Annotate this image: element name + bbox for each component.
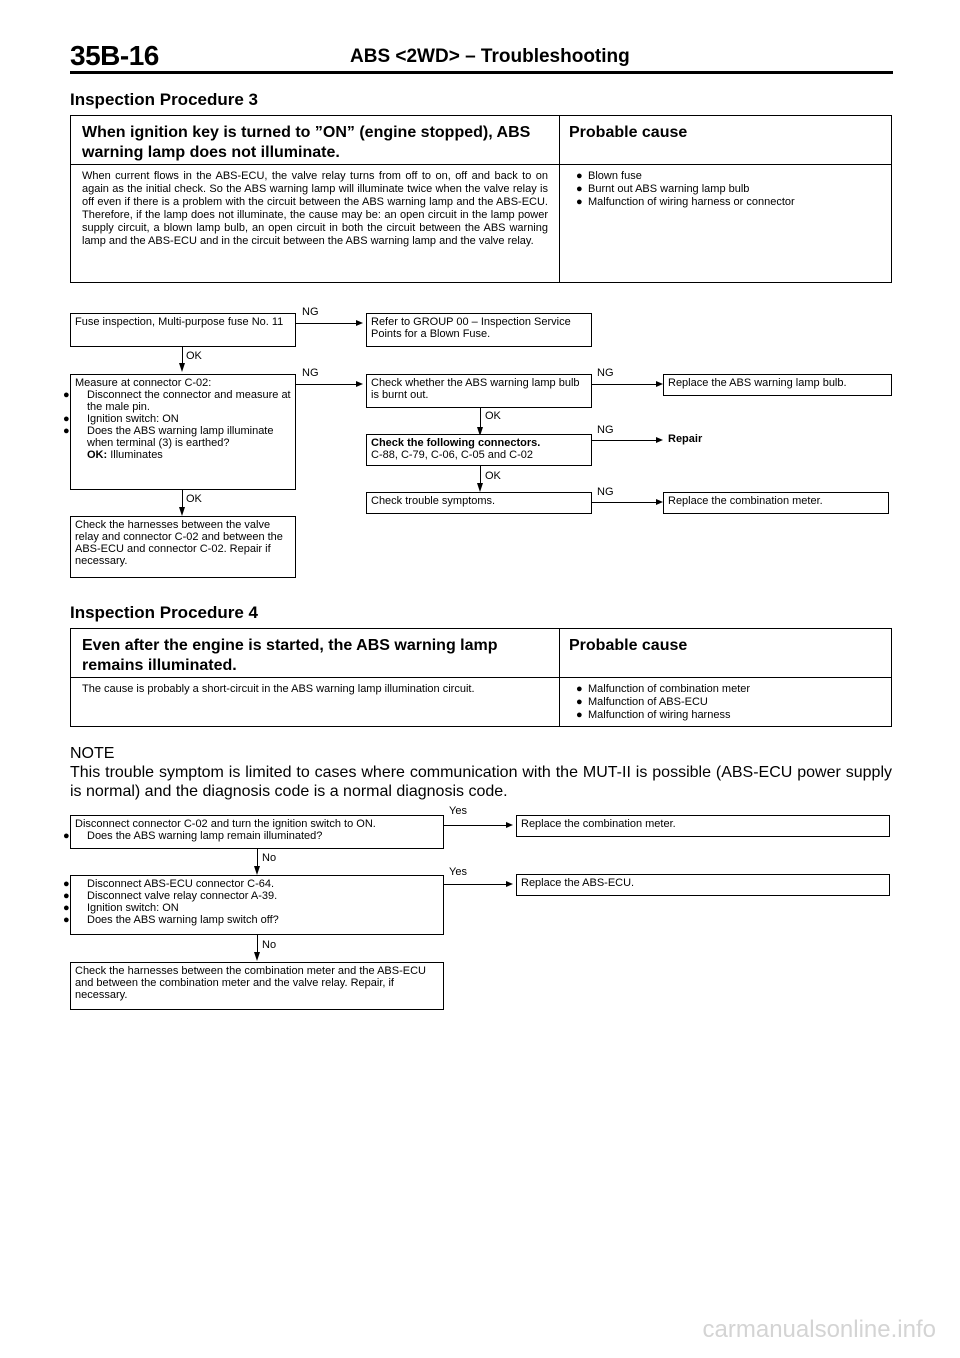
step2-item-text: Disconnect valve relay connector A-39. — [87, 890, 278, 902]
connector-line — [296, 323, 356, 324]
arrow-down-icon — [179, 507, 185, 516]
check-bulb-box — [366, 374, 592, 408]
cause-text: Malfunction of combination meter — [588, 683, 751, 695]
proc3-causes — [576, 170, 876, 209]
page-title: ABS <2WD> – Troubleshooting — [350, 46, 630, 67]
result2-box — [516, 874, 890, 896]
proc4-causes — [576, 683, 876, 722]
connector-line — [592, 502, 656, 503]
result2-text: Replace the ABS-ECU. — [521, 877, 635, 889]
result1-text: Replace the combination meter. — [521, 818, 676, 830]
fuse-inspection-box — [70, 313, 296, 347]
cause-item: ● Malfunction of wiring harness — [576, 709, 731, 721]
arrow-down-icon — [179, 363, 185, 372]
cause-text: Blown fuse — [588, 170, 642, 182]
connector-line — [444, 884, 506, 885]
yes-label: Yes — [449, 805, 467, 817]
measure-item: ● Disconnect the connector and measure at the male pin. — [63, 389, 291, 413]
check-connectors-box — [366, 434, 592, 466]
cause-text: Burnt out ABS warning lamp bulb — [588, 183, 750, 195]
step2-item-text: Disconnect ABS-ECU connector C-64. — [87, 878, 275, 890]
step2-item: ● Ignition switch: ON — [63, 902, 179, 914]
cause-item: ● Blown fuse — [576, 170, 642, 182]
cause-text: Malfunction of wiring harness — [588, 709, 731, 721]
ng-label: NG — [302, 306, 319, 318]
step2-item: ● Disconnect valve relay connector A-39. — [63, 890, 278, 902]
ok-criteria-label: OK: — [87, 449, 108, 461]
connector-line — [296, 384, 356, 385]
ng-label: NG — [597, 367, 614, 379]
ng-label: NG — [597, 424, 614, 436]
connector-line — [444, 825, 506, 826]
no-label: No — [262, 852, 277, 864]
cause-item: ● Malfunction of ABS-ECU — [576, 696, 708, 708]
arrow-right-icon — [356, 381, 363, 387]
connector-line — [480, 408, 481, 428]
refer-box — [366, 313, 592, 347]
ok-criteria-value: Illuminates — [110, 449, 163, 461]
page-number: 35B-16 — [70, 40, 159, 71]
ng-label: NG — [597, 486, 614, 498]
refer-text: Refer to GROUP 00 – Inspection Service Points for a Blown Fuse. — [371, 316, 571, 340]
check-connectors-title: Check the following connectors. — [371, 437, 541, 449]
proc4-table — [70, 628, 892, 727]
measure-item-text: Ignition switch: ON — [87, 413, 179, 425]
proc4-table-divider — [559, 629, 560, 726]
replace-meter-box — [663, 492, 889, 514]
measure-title: Measure at connector C-02: — [75, 377, 212, 389]
connector-line — [592, 440, 656, 441]
no-label: No — [262, 939, 277, 951]
proc3-description: When current flows in the ABS-ECU, the valve relay turns from off to on, off and back to on again as the initial check. So the ABS warning lamp will illuminate twice when the valve relay is off even if there is a problem with the circuit between the ABS warning lamp and the ABS-ECU. Therefore, if the lamp does not illuminate, the cause may be: an open circuit in the lamp power supply circuit, a blown lamp bulb, an open circuit in both the circuit between the ABS warning lamp and the ABS-ECU and in the circuit between the ABS warning lamp and the valve relay. — [82, 170, 548, 247]
measure-item-text: Disconnect the connector and measure at the male pin. — [87, 389, 291, 413]
watermark: carmanualsonline.info — [702, 1316, 936, 1343]
measure-item-text: Does the ABS warning lamp illuminate when terminal (3) is earthed? — [87, 425, 274, 449]
proc3-cause-header: Probable cause — [569, 124, 688, 141]
step2-box — [63, 875, 444, 935]
proc4-title: Inspection Procedure 4 — [70, 603, 258, 622]
step2-item: ● Does the ABS warning lamp switch off? — [63, 914, 279, 926]
measure-box — [63, 374, 296, 490]
ok-criteria — [75, 449, 291, 461]
note-title: NOTE — [70, 745, 115, 762]
replace-bulb-text: Replace the ABS warning lamp bulb. — [668, 377, 847, 389]
result1-box — [516, 815, 890, 837]
check-connectors-list: C-88, C-79, C-06, C-05 and C-02 — [371, 449, 534, 461]
cause-text: Malfunction of ABS-ECU — [588, 696, 708, 708]
check-trouble-box — [366, 492, 592, 514]
arrow-down-icon — [254, 866, 260, 875]
step1-box — [63, 815, 444, 849]
connector-line — [257, 935, 258, 953]
step1-question-text: Does the ABS warning lamp remain illuminated? — [87, 830, 323, 842]
arrow-right-icon — [656, 499, 663, 505]
measure-item: ● Ignition switch: ON — [63, 413, 179, 425]
step2-item-text: Does the ABS warning lamp switch off? — [87, 914, 279, 926]
proc3-table — [70, 115, 892, 283]
repair-label: Repair — [668, 433, 703, 445]
ok-label: OK — [485, 410, 501, 422]
arrow-right-icon — [656, 437, 663, 443]
arrow-right-icon — [356, 320, 363, 326]
check-trouble-text: Check trouble symptoms. — [371, 495, 496, 507]
proc3-table-divider — [559, 116, 560, 282]
proc3-title: Inspection Procedure 3 — [70, 90, 258, 109]
cause-text: Malfunction of wiring harness or connector — [588, 196, 795, 208]
ng-label: NG — [302, 367, 319, 379]
check-harness-text: Check the harnesses between the valve relay and connector C-02 and between the ABS-ECU and connector C-02. Repair if necessary. — [75, 519, 283, 567]
arrow-down-icon — [477, 483, 483, 492]
connector-line — [480, 466, 481, 484]
step2-item: ● Disconnect ABS-ECU connector C-64. — [63, 878, 275, 890]
arrow-down-icon — [254, 952, 260, 961]
ok-label: OK — [186, 350, 202, 362]
proc4-cause-header: Probable cause — [569, 637, 688, 654]
header-rule — [70, 71, 893, 74]
ok-label: OK — [186, 493, 202, 505]
replace-meter-text: Replace the combination meter. — [668, 495, 823, 507]
measure-item: ● Does the ABS warning lamp illuminate when terminal (3) is earthed? — [63, 425, 274, 449]
arrow-right-icon — [506, 881, 513, 887]
step3-text: Check the harnesses between the combination meter and the ABS-ECU and between the combination meter and the valve relay. Repair, if necessary. — [75, 965, 426, 1001]
check-harness-box — [70, 516, 296, 578]
proc4-description: The cause is probably a short-circuit in the ABS warning lamp illumination circuit. — [82, 683, 475, 695]
step2-item-text: Ignition switch: ON — [87, 902, 179, 914]
connector-line — [592, 384, 656, 385]
cause-item: ● Malfunction of combination meter — [576, 683, 751, 695]
yes-label: Yes — [449, 866, 467, 878]
proc4-symptom: Even after the engine is started, the ABS warning lamp remains illuminated. — [82, 637, 498, 674]
step1-text: Disconnect connector C-02 and turn the ignition switch to ON. — [75, 818, 376, 830]
arrow-right-icon — [506, 822, 513, 828]
connector-line — [182, 490, 183, 508]
note-text: This trouble symptom is limited to cases where communication with the MUT-II is possible (ABS-ECU power supply is normal) and the diagnosis code is a normal diagnosis code. — [70, 764, 892, 800]
connector-line — [257, 849, 258, 867]
ok-label: OK — [485, 470, 501, 482]
step3-box — [70, 962, 444, 1010]
cause-item: ● Burnt out ABS warning lamp bulb — [576, 183, 750, 195]
replace-bulb-box — [663, 374, 892, 396]
proc3-symptom: When ignition key is turned to ”ON” (engine stopped), ABS warning lamp does not illuminate. — [82, 124, 531, 161]
check-bulb-text: Check whether the ABS warning lamp bulb is burnt out. — [371, 377, 580, 401]
connector-line — [182, 347, 183, 364]
step1-question: ● Does the ABS warning lamp remain illuminated? — [63, 830, 323, 842]
cause-item: ● Malfunction of wiring harness or connector — [576, 196, 795, 208]
fuse-inspection-text: Fuse inspection, Multi-purpose fuse No. 11 — [75, 316, 284, 328]
arrow-right-icon — [656, 381, 663, 387]
